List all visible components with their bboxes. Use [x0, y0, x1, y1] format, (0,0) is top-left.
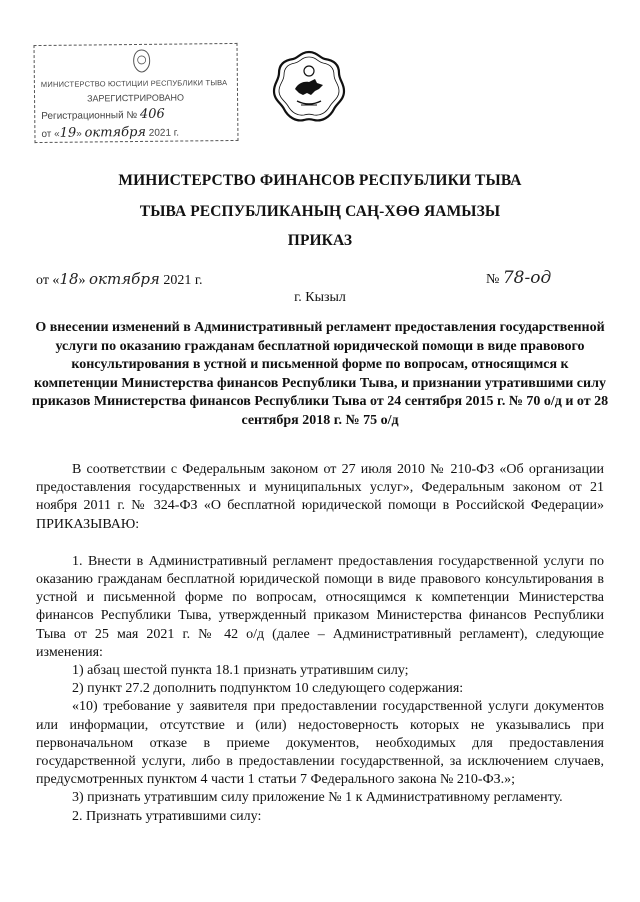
city: г. Кызыл — [294, 290, 346, 305]
stamp-reg-line — [41, 107, 165, 123]
order-number-value: 78-од — [502, 268, 552, 288]
stamp-date-mid: » — [76, 128, 82, 140]
stamp-date-month: октября — [84, 124, 147, 141]
ministry-title-tyv: ТЫВА РЕСПУБЛИКАНЫҢ САҢ-ХӨӨ ЯАМЫЗЫ — [139, 203, 501, 220]
order-body — [36, 461, 604, 826]
order-subject: О внесении изменений в Административный регламент предоставления государственной услуги по оказанию гражданам бесплатной юридической помощи в виде правового консультирования в устной и письменной форме по вопросам, относящимся к компетенции Министерства финансов Республики Тыва, и признании утратившими силу приказов Министерства финансов Республики Тыва от 24 сентября 2015 г. № 70 о/д и от 28 сентября 2018 г. № 75 о/д — [31, 320, 609, 428]
stamp-date-prefix: от « — [41, 128, 60, 140]
preamble-paragraph: В соответствии с Федеральным законом от 27 июля 2010 № 210-ФЗ «Об организации предоставления государственных и муниципальных услуг», Федеральным законом от 21 ноября 2011 г. № 324-ФЗ «О бесплатной юридической помощи в Российской Федерации» ПРИКАЗЫВАЮ: — [36, 462, 604, 532]
ministry-title-ru: МИНИСТЕРСТВО ФИНАНСОВ РЕСПУБЛИКИ ТЫВА — [118, 172, 522, 189]
order-date-month: октября — [89, 270, 160, 288]
stamp-reg-number: 406 — [139, 106, 165, 122]
subitem-2-paragraph: 2) пункт 27.2 дополнить подпунктом 10 следующего содержания: — [72, 681, 464, 697]
subitem-1-paragraph: 1) абзац шестой пункта 18.1 признать утратившим силу; — [72, 663, 409, 679]
stamp-org-line: МИНИСТЕРСТВО ЮСТИЦИИ РЕСПУБЛИКИ ТЫВА — [40, 78, 228, 89]
order-date-mid: » — [78, 273, 86, 288]
subitem-3-paragraph: 3) признать утратившим силу приложение № 1 к Административному регламенту. — [72, 790, 563, 806]
order-date-prefix: от « — [36, 273, 60, 288]
order-date-day: 18 — [59, 270, 79, 288]
order-date-year: 2021 г. — [163, 273, 203, 288]
order-number — [486, 268, 551, 288]
registration-stamp — [33, 43, 238, 143]
order-date — [36, 270, 203, 289]
stamp-reg-label: Регистрационный № — [41, 109, 138, 122]
item-2-paragraph: 2. Признать утратившими силу: — [72, 808, 262, 824]
stamp-registered: ЗАРЕГИСТРИРОВАНО — [87, 92, 185, 104]
coat-of-arms-icon — [271, 49, 347, 125]
stamp-date-year: 2021 г. — [148, 127, 180, 139]
stamp-date-day: 19 — [59, 125, 77, 141]
document-type: ПРИКАЗ — [287, 232, 353, 249]
item-1-paragraph: 1. Внести в Административный регламент предоставления государственной услуги по оказанию гражданам бесплатной юридической помощи в виде правового консультирования в устной и письменной форме по вопросам, относящимся к компетенции Министерства финансов Республики Тыва, утвержденный приказом Министерства финансов Республики Тыва от 25 мая 2021 г. № 42 о/д (далее – Административный регламент), следующие изменения: — [36, 553, 604, 660]
stamp-date-line — [41, 125, 179, 141]
quoted-subitem-10-paragraph: «10) требование у заявителя при предоставлении государственной услуги документов или информации, отсутствие и (или) недостоверность которых не указывались при первоначальном отказе в приеме документов, необходимых для предоставления государственной услуги, либо в предоставлении государственной, за исключением случаев, предусмотренных пунктом 4 части 1 статьи 7 Федерального закона № 210-ФЗ.»; — [36, 699, 604, 788]
order-number-label: № — [486, 272, 500, 287]
stamp-emblem-icon — [131, 48, 153, 74]
